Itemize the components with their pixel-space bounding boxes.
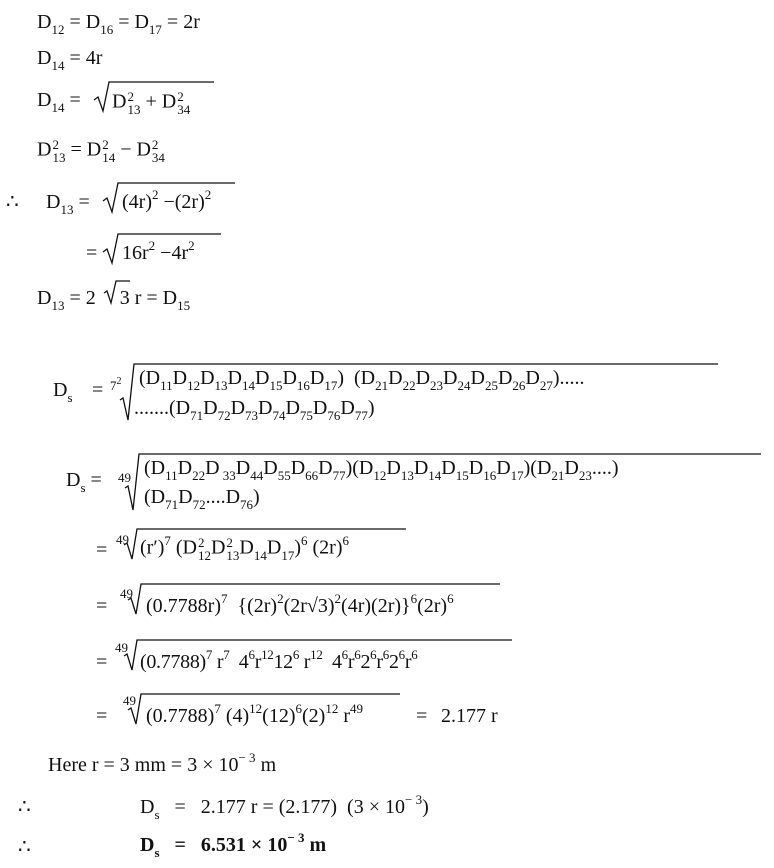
eq-rprime-radicand: $(r')^7$ (D 2 12 D 2 13 $D_{14}D_{17})^6$ $(2r)^6$ (140, 532, 349, 563)
eq-equals: = (96, 595, 108, 617)
exponent: − 3 (287, 830, 305, 845)
eq-equals: = (96, 539, 108, 561)
gmd-row2: $.......(D_{71}D_{72}D_{73}D_{74}D_{75}D_{76}D_{77})$ (134, 397, 375, 423)
eq-equals: = (96, 705, 108, 727)
eq-07788-radicand: $(0.7788r)^7$ $\{(2r)^2(2r√3)^2(4r)(2r)\}^6(2r)^6$ (146, 591, 454, 617)
final-value: 6.531 × 10 (200, 834, 288, 856)
root-index-49: 49 (120, 586, 133, 601)
eq-d13-result: $D_{13} = 2$ 3 $r = D_{15}$ (37, 288, 190, 308)
gmd-49-row2: $(D_{71}D_{72}....D_{76})$ (144, 486, 260, 512)
eq-equals: = (92, 379, 104, 401)
eq-d14: $D_{14} = 4r$ (37, 47, 103, 73)
eq-d13-radicand: $(4r)^2 -(2r)^2$ (122, 187, 212, 213)
eq-16r2-radicand: $16r^2 -4r^2$ (122, 238, 195, 264)
radius-statement: Here r = 3 mm = $3 \times 10^{- 3}$ m (48, 750, 277, 776)
eq-d13-lhs: $D_{13}$ = (46, 191, 90, 217)
gmd-ds-label: $D_s$ (53, 379, 73, 405)
therefore-symbol: ∴ (18, 796, 31, 818)
eq-final-radicand: $(0.7788)^7$ $(4)^{12}(12)^6(2)^{12}$ $r^{49}$ (146, 701, 363, 727)
eq-equals: = (86, 242, 98, 264)
gmd-row1: $(D_{11}D_{12}D_{13}D_{14}D_{15}D_{16}D_{17})$ $(D_{21}D_{22}D_{23}D_{24}D_{25}D_{26}D_{27})$..... (139, 367, 585, 393)
eq-d12-d16-d17: $D_{12} = D_{16} = D_{17} = 2r$ (37, 11, 200, 37)
gmd-ds-label: $D_s$ = (66, 469, 102, 495)
eq-equals: = (96, 651, 108, 673)
gmd-result: 2.177 r (441, 705, 498, 727)
eq-d14-radicand: D 2 13 + D 2 34 (112, 89, 191, 117)
root-index-49: 49 (115, 640, 128, 655)
therefore-symbol: ∴ (18, 836, 31, 858)
gmd-final-result: $D_s = 6.531 \times 10^{- 3}$ m (140, 830, 327, 860)
gmd-substitution: $D_s = 2.177$ r = (2.177) $(3 \times 10^{- 3})$ (140, 792, 429, 822)
eq-equals: = (416, 705, 428, 727)
radius-text: Here r = 3 mm = 3 × 10 (48, 754, 239, 776)
root-index-49: 49 (123, 693, 136, 708)
root-index-49: 49 (116, 532, 129, 547)
therefore-symbol: ∴ (6, 191, 19, 213)
eq-d14-sqrt: $D_{14}$ = (37, 89, 81, 115)
eq-d13-squared: D 2 13 = D 2 14 − D 2 34 (37, 137, 165, 165)
root-index-49: 49 (118, 470, 131, 485)
gmd-49-row1: ($D_{11}D_{22}D$ $_{33}D_{44}D_{55}D_{66}D_{77})(D_{12}D_{13}D_{14}D_{15}D_{16}D_{17})(D_{21}D_{23}....)$ (144, 457, 619, 483)
exponent: − 3 (238, 750, 256, 765)
eq-expanded-radicand: $(0.7788)^7$ $r^7$ $4^6r^{12}12^6$ $r^{12}$ $4^6r^62^6r^62^6r^6$ (140, 647, 418, 673)
root-index-7-squared: $7^2$ (110, 376, 122, 393)
